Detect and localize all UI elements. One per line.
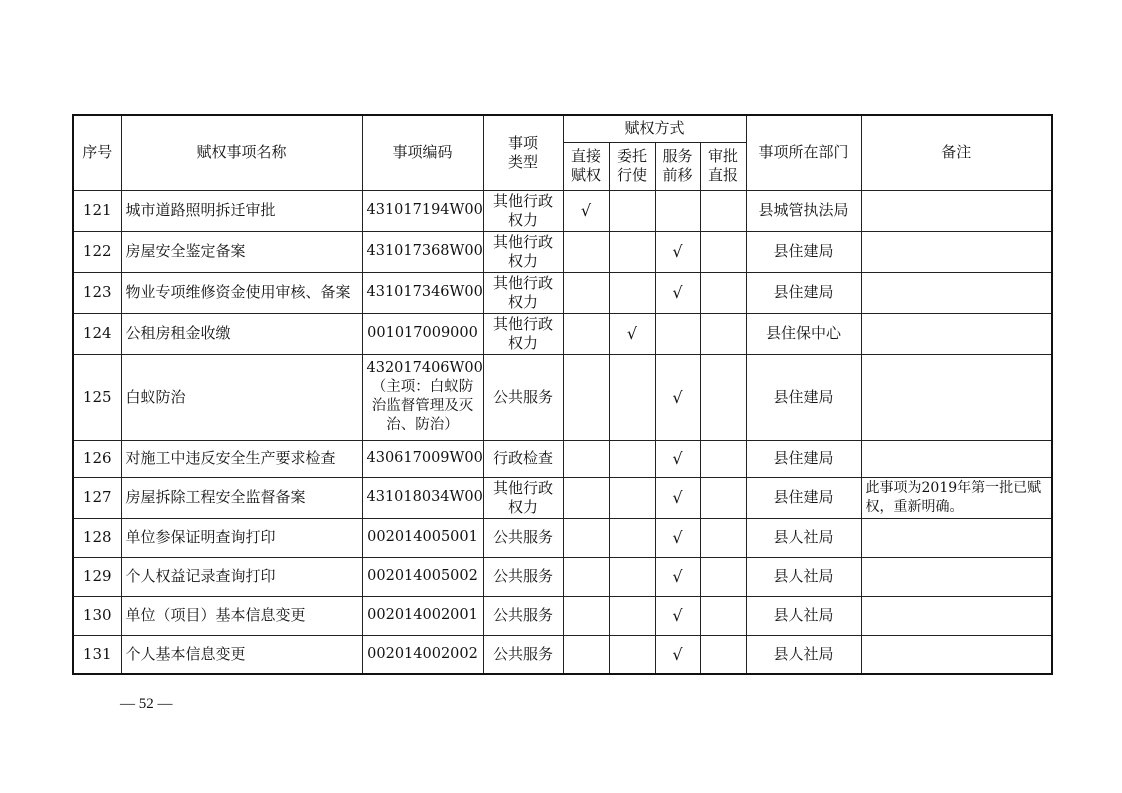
row-direct-grant bbox=[563, 354, 609, 440]
table-row bbox=[73, 557, 1052, 596]
row-type: 公共服务 bbox=[483, 518, 563, 557]
row-seq: 122 bbox=[73, 231, 121, 272]
row-seq: 128 bbox=[73, 518, 121, 557]
row-remark bbox=[861, 190, 1052, 231]
row-service-forward: √ bbox=[655, 477, 700, 518]
row-code: 432017406W00 （主项：白蚁防治监督管理及灭治、防治） bbox=[362, 354, 483, 440]
row-dept: 县住建局 bbox=[746, 354, 861, 440]
row-type: 其他行政 权力 bbox=[483, 190, 563, 231]
row-code: 430617009W00 bbox=[362, 440, 483, 477]
row-remark bbox=[861, 635, 1052, 674]
row-type: 其他行政 权力 bbox=[483, 231, 563, 272]
row-direct-report bbox=[700, 313, 746, 354]
table-row bbox=[73, 354, 1052, 440]
authorization-table bbox=[72, 114, 1053, 675]
row-name: 单位参保证明查询打印 bbox=[121, 518, 362, 557]
row-direct-report bbox=[700, 557, 746, 596]
row-dept: 县住建局 bbox=[746, 272, 861, 313]
header-method-group: 赋权方式 bbox=[563, 115, 746, 142]
row-entrusted bbox=[609, 272, 655, 313]
table-row bbox=[73, 313, 1052, 354]
row-remark bbox=[861, 518, 1052, 557]
table-row bbox=[73, 635, 1052, 674]
header-seq: 序号 bbox=[73, 115, 121, 190]
row-service-forward: √ bbox=[655, 354, 700, 440]
row-service-forward: √ bbox=[655, 635, 700, 674]
header-entrusted: 委托 行使 bbox=[609, 142, 655, 190]
row-direct-grant bbox=[563, 518, 609, 557]
row-direct-report bbox=[700, 440, 746, 477]
row-seq: 124 bbox=[73, 313, 121, 354]
header-type: 事项 类型 bbox=[483, 115, 563, 190]
row-code: 001017009000 bbox=[362, 313, 483, 354]
page-number: — 52 — bbox=[120, 696, 173, 712]
table-row bbox=[73, 440, 1052, 477]
row-entrusted bbox=[609, 477, 655, 518]
row-name: 个人基本信息变更 bbox=[121, 635, 362, 674]
row-dept: 县人社局 bbox=[746, 635, 861, 674]
header-row bbox=[73, 115, 1052, 142]
row-seq: 125 bbox=[73, 354, 121, 440]
row-entrusted: √ bbox=[609, 313, 655, 354]
row-name: 公租房租金收缴 bbox=[121, 313, 362, 354]
row-type: 公共服务 bbox=[483, 354, 563, 440]
row-entrusted bbox=[609, 518, 655, 557]
row-service-forward: √ bbox=[655, 272, 700, 313]
row-service-forward: √ bbox=[655, 518, 700, 557]
row-service-forward: √ bbox=[655, 557, 700, 596]
row-seq: 127 bbox=[73, 477, 121, 518]
table-row bbox=[73, 477, 1052, 518]
table-row bbox=[73, 190, 1052, 231]
row-dept: 县住建局 bbox=[746, 440, 861, 477]
row-seq: 126 bbox=[73, 440, 121, 477]
table-row bbox=[73, 518, 1052, 557]
row-direct-report bbox=[700, 272, 746, 313]
row-name: 单位（项目）基本信息变更 bbox=[121, 596, 362, 635]
row-remark bbox=[861, 313, 1052, 354]
row-remark bbox=[861, 231, 1052, 272]
row-type: 其他行政 权力 bbox=[483, 477, 563, 518]
row-seq: 129 bbox=[73, 557, 121, 596]
row-remark bbox=[861, 557, 1052, 596]
row-dept: 县城管执法局 bbox=[746, 190, 861, 231]
row-direct-report bbox=[700, 477, 746, 518]
row-code: 002014005002 bbox=[362, 557, 483, 596]
row-type: 公共服务 bbox=[483, 596, 563, 635]
row-remark bbox=[861, 440, 1052, 477]
row-code: 431017194W00 bbox=[362, 190, 483, 231]
row-entrusted bbox=[609, 440, 655, 477]
row-entrusted bbox=[609, 635, 655, 674]
row-service-forward bbox=[655, 313, 700, 354]
row-service-forward bbox=[655, 190, 700, 231]
row-service-forward: √ bbox=[655, 596, 700, 635]
row-direct-report bbox=[700, 518, 746, 557]
table-row bbox=[73, 272, 1052, 313]
header-code: 事项编码 bbox=[362, 115, 483, 190]
row-direct-grant bbox=[563, 231, 609, 272]
row-seq: 131 bbox=[73, 635, 121, 674]
row-name: 个人权益记录查询打印 bbox=[121, 557, 362, 596]
row-direct-grant bbox=[563, 635, 609, 674]
table-row bbox=[73, 596, 1052, 635]
row-name: 白蚁防治 bbox=[121, 354, 362, 440]
row-direct-grant: √ bbox=[563, 190, 609, 231]
row-service-forward: √ bbox=[655, 231, 700, 272]
row-direct-grant bbox=[563, 596, 609, 635]
row-code: 431018034W00 bbox=[362, 477, 483, 518]
row-direct-report bbox=[700, 635, 746, 674]
row-seq: 121 bbox=[73, 190, 121, 231]
row-dept: 县人社局 bbox=[746, 518, 861, 557]
row-remark: 此事项为2019年第一批已赋权，重新明确。 bbox=[861, 477, 1052, 518]
row-name: 房屋拆除工程安全监督备案 bbox=[121, 477, 362, 518]
row-direct-report bbox=[700, 596, 746, 635]
row-code: 002014005001 bbox=[362, 518, 483, 557]
row-dept: 县人社局 bbox=[746, 596, 861, 635]
row-entrusted bbox=[609, 354, 655, 440]
header-service-forward: 服务 前移 bbox=[655, 142, 700, 190]
header-name: 赋权事项名称 bbox=[121, 115, 362, 190]
row-name: 对施工中违反安全生产要求检查 bbox=[121, 440, 362, 477]
row-service-forward: √ bbox=[655, 440, 700, 477]
row-code: 002014002002 bbox=[362, 635, 483, 674]
row-direct-report bbox=[700, 231, 746, 272]
row-type: 其他行政 权力 bbox=[483, 313, 563, 354]
row-entrusted bbox=[609, 596, 655, 635]
row-remark bbox=[861, 354, 1052, 440]
row-seq: 130 bbox=[73, 596, 121, 635]
row-direct-grant bbox=[563, 557, 609, 596]
row-name: 城市道路照明拆迁审批 bbox=[121, 190, 362, 231]
header-remark: 备注 bbox=[861, 115, 1052, 190]
row-direct-report bbox=[700, 190, 746, 231]
row-entrusted bbox=[609, 190, 655, 231]
row-name: 房屋安全鉴定备案 bbox=[121, 231, 362, 272]
row-type: 其他行政 权力 bbox=[483, 272, 563, 313]
header-direct-grant: 直接 赋权 bbox=[563, 142, 609, 190]
row-type: 行政检查 bbox=[483, 440, 563, 477]
row-direct-grant bbox=[563, 272, 609, 313]
row-code: 002014002001 bbox=[362, 596, 483, 635]
row-entrusted bbox=[609, 231, 655, 272]
row-name: 物业专项维修资金使用审核、备案 bbox=[121, 272, 362, 313]
row-remark bbox=[861, 272, 1052, 313]
row-dept: 县住建局 bbox=[746, 477, 861, 518]
row-type: 公共服务 bbox=[483, 557, 563, 596]
row-code: 431017368W00 bbox=[362, 231, 483, 272]
table-row bbox=[73, 231, 1052, 272]
row-code: 431017346W00 bbox=[362, 272, 483, 313]
row-dept: 县住保中心 bbox=[746, 313, 861, 354]
header-direct-report: 审批 直报 bbox=[700, 142, 746, 190]
row-dept: 县住建局 bbox=[746, 231, 861, 272]
row-type: 公共服务 bbox=[483, 635, 563, 674]
row-entrusted bbox=[609, 557, 655, 596]
row-dept: 县人社局 bbox=[746, 557, 861, 596]
row-direct-grant bbox=[563, 440, 609, 477]
row-direct-report bbox=[700, 354, 746, 440]
row-seq: 123 bbox=[73, 272, 121, 313]
row-remark bbox=[861, 596, 1052, 635]
row-direct-grant bbox=[563, 313, 609, 354]
header-dept: 事项所在部门 bbox=[746, 115, 861, 190]
row-direct-grant bbox=[563, 477, 609, 518]
